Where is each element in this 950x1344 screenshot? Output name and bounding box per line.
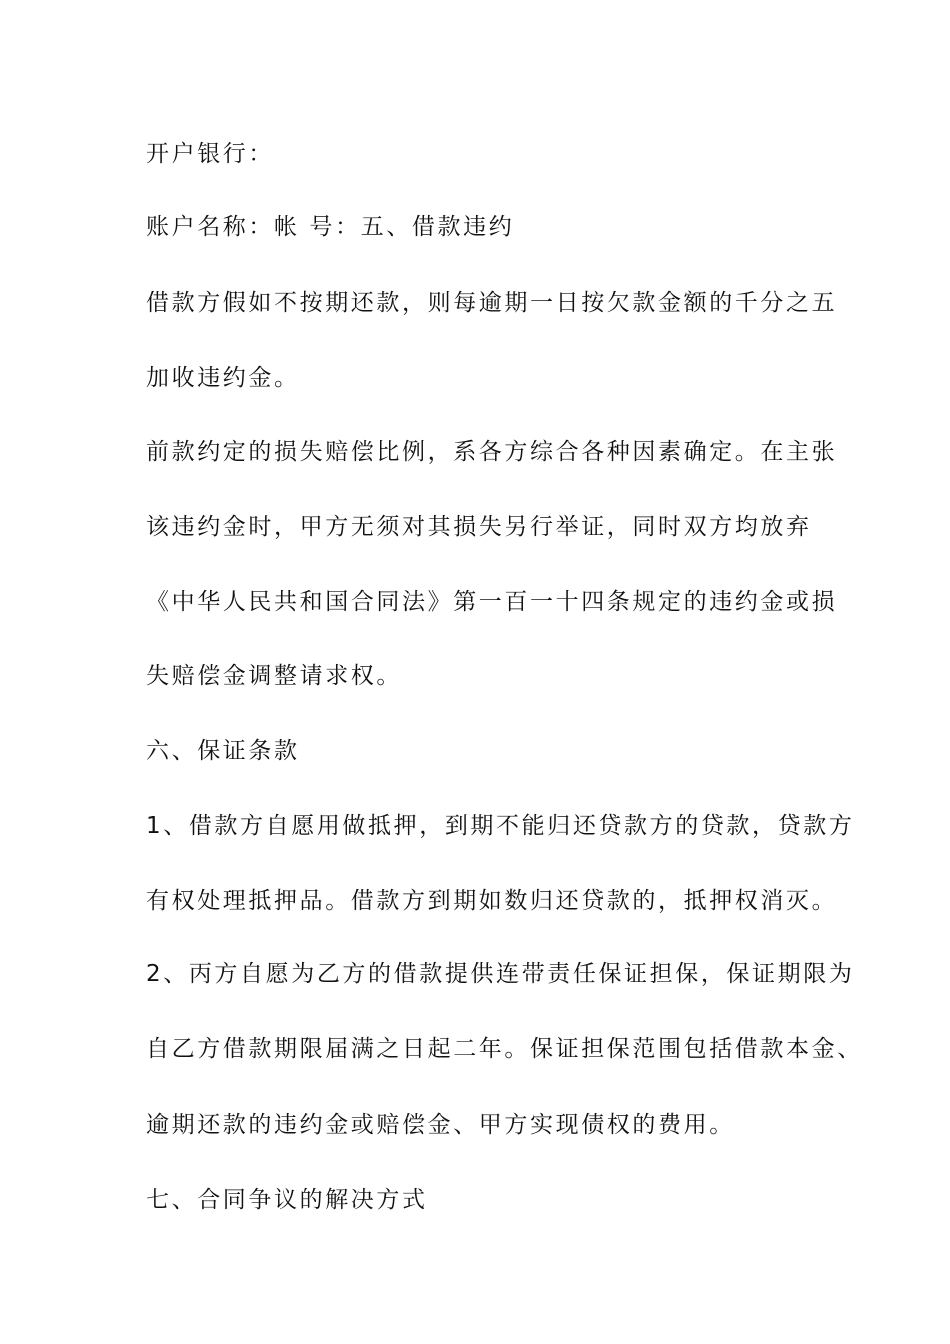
text-line-clause1-2: 有权处理抵押品。借款方到期如数归还贷款的，抵押权消灭。 xyxy=(146,888,838,914)
text-line-ratio-3: 《中华人民共和国合同法》第一百一十四条规定的违约金或损 xyxy=(146,589,838,615)
text-line-ratio-1: 前款约定的损失赔偿比例，系各方综合各种因素确定。在主张 xyxy=(146,439,838,465)
text-line-clause2-1: 2、丙方自愿为乙方的借款提供连带责任保证担保，保证期限为 xyxy=(146,961,855,987)
text-line-clause2-3: 逾期还款的违约金或赔偿金、甲方实现债权的费用。 xyxy=(146,1112,735,1138)
text-line-penalty-2: 加收违约金。 xyxy=(146,365,300,391)
text-line-bank: 开户银行： xyxy=(146,141,274,167)
text-line-ratio-2: 该违约金时，甲方无须对其损失另行举证，同时双方均放弃 xyxy=(146,514,812,540)
text-line-clause2-2: 自乙方借款期限届满之日起二年。保证担保范围包括借款本金、 xyxy=(146,1036,863,1062)
section-heading-guarantee: 六、保证条款 xyxy=(146,738,300,764)
text-line-ratio-4: 失赔偿金调整请求权。 xyxy=(146,663,402,689)
section-heading-dispute: 七、合同争议的解决方式 xyxy=(146,1187,428,1213)
text-line-penalty-1: 借款方假如不按期还款，则每逾期一日按欠款金额的千分之五 xyxy=(146,290,838,316)
text-line-clause1-1: 1、借款方自愿用做抵押，到期不能归还贷款方的贷款，贷款方 xyxy=(146,813,855,839)
text-line-account: 账户名称：帐 号：五、借款违约 xyxy=(146,214,515,240)
